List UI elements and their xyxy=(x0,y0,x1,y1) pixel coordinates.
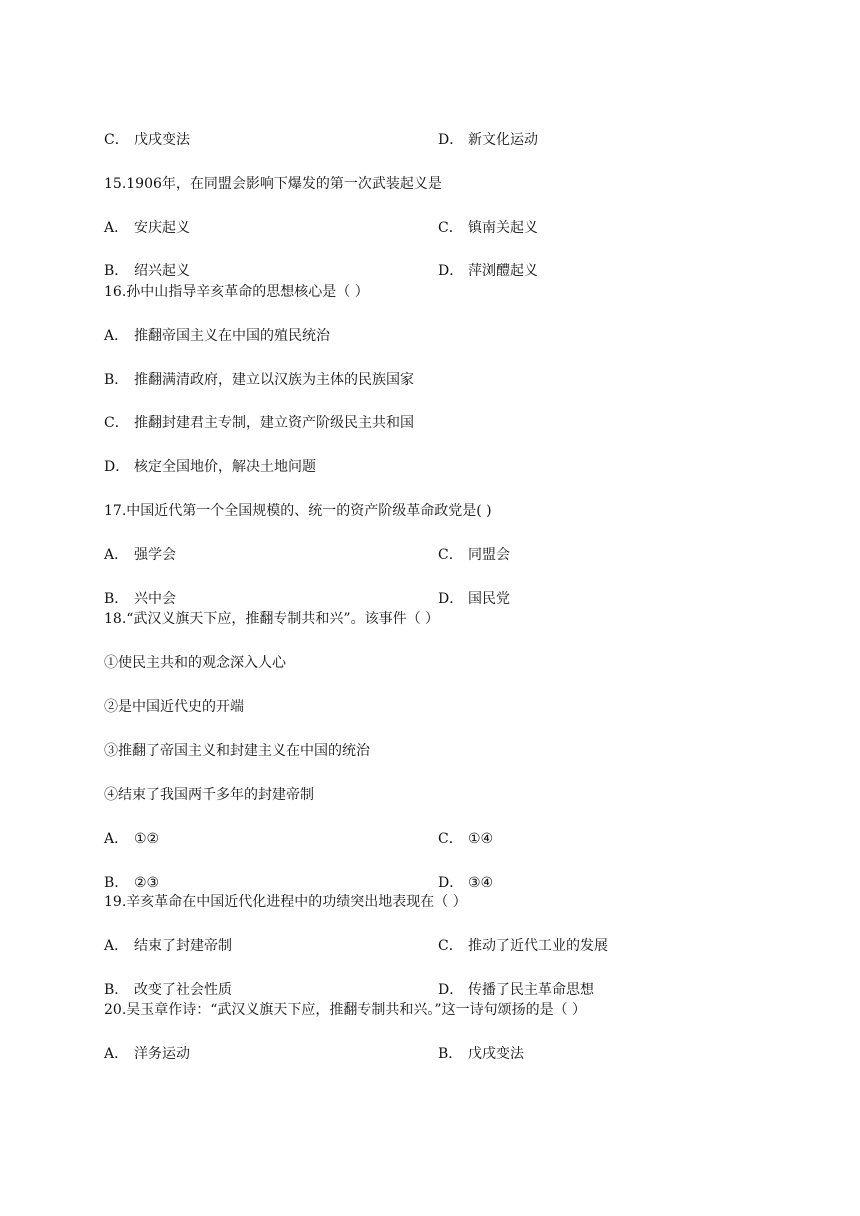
q18-statement-1: ①使民主共和的观念深入人心 xyxy=(104,655,286,671)
q14-option-c: C． 戊戌变法 xyxy=(104,132,190,148)
q20-option-b: B． 戊戌变法 xyxy=(438,1046,524,1062)
q14-option-d: D． 新文化运动 xyxy=(438,132,538,148)
q15-option-d: D． 萍浏醴起义 xyxy=(438,263,538,279)
q16-option-a: A． 推翻帝国主义在中国的殖民统治 xyxy=(104,328,330,344)
q18-option-b: B． ②③ xyxy=(104,875,160,891)
q18-option-d: D． ③④ xyxy=(438,875,494,891)
q18-statement-4: ④结束了我国两千多年的封建帝制 xyxy=(104,787,314,803)
q20-option-a: A． 洋务运动 xyxy=(104,1046,190,1062)
q19-stem: 19.辛亥革命在中国近代化进程中的功绩突出地表现在（ ） xyxy=(104,894,467,910)
q17-option-a: A． 强学会 xyxy=(104,547,176,563)
q19-option-b: B． 改变了社会性质 xyxy=(104,982,232,998)
q20-stem: 20.吴玉章作诗：“武汉义旗天下应，推翻专制共和兴。”这一诗句颂扬的是（ ） xyxy=(104,1002,587,1018)
q19-option-a: A． 结束了封建帝制 xyxy=(104,938,232,954)
q18-statement-2: ②是中国近代史的开端 xyxy=(104,699,244,715)
q15-option-b: B． 绍兴起义 xyxy=(104,263,190,279)
q18-stem: 18.“武汉义旗天下应，推翻专制共和兴”。该事件（ ） xyxy=(104,611,440,627)
q17-option-b: B． 兴中会 xyxy=(104,591,176,607)
q18-option-a: A． ①② xyxy=(104,831,160,847)
q18-statement-3: ③推翻了帝国主义和封建主义在中国的统治 xyxy=(104,743,370,759)
q17-stem: 17.中国近代第一个全国规模的、统一的资产阶级革命政党是( ) xyxy=(104,503,492,519)
q15-option-a: A． 安庆起义 xyxy=(104,220,190,236)
q16-option-b: B． 推翻满清政府，建立以汉族为主体的民族国家 xyxy=(104,372,414,388)
q19-option-d: D． 传播了民主革命思想 xyxy=(438,982,594,998)
q16-stem: 16.孙中山指导辛亥革命的思想核心是（ ） xyxy=(104,284,369,300)
q15-stem: 15.1906年，在同盟会影响下爆发的第一次武装起义是 xyxy=(104,176,442,192)
q17-option-d: D． 国民党 xyxy=(438,591,510,607)
q15-option-c: C． 镇南关起义 xyxy=(438,220,538,236)
q17-option-c: C． 同盟会 xyxy=(438,547,510,563)
q19-option-c: C． 推动了近代工业的发展 xyxy=(438,938,608,954)
q18-option-c: C． ①④ xyxy=(438,831,494,847)
q16-option-c: C． 推翻封建君主专制，建立资产阶级民主共和国 xyxy=(104,415,414,431)
q16-option-d: D． 核定全国地价，解决土地问题 xyxy=(104,459,316,475)
